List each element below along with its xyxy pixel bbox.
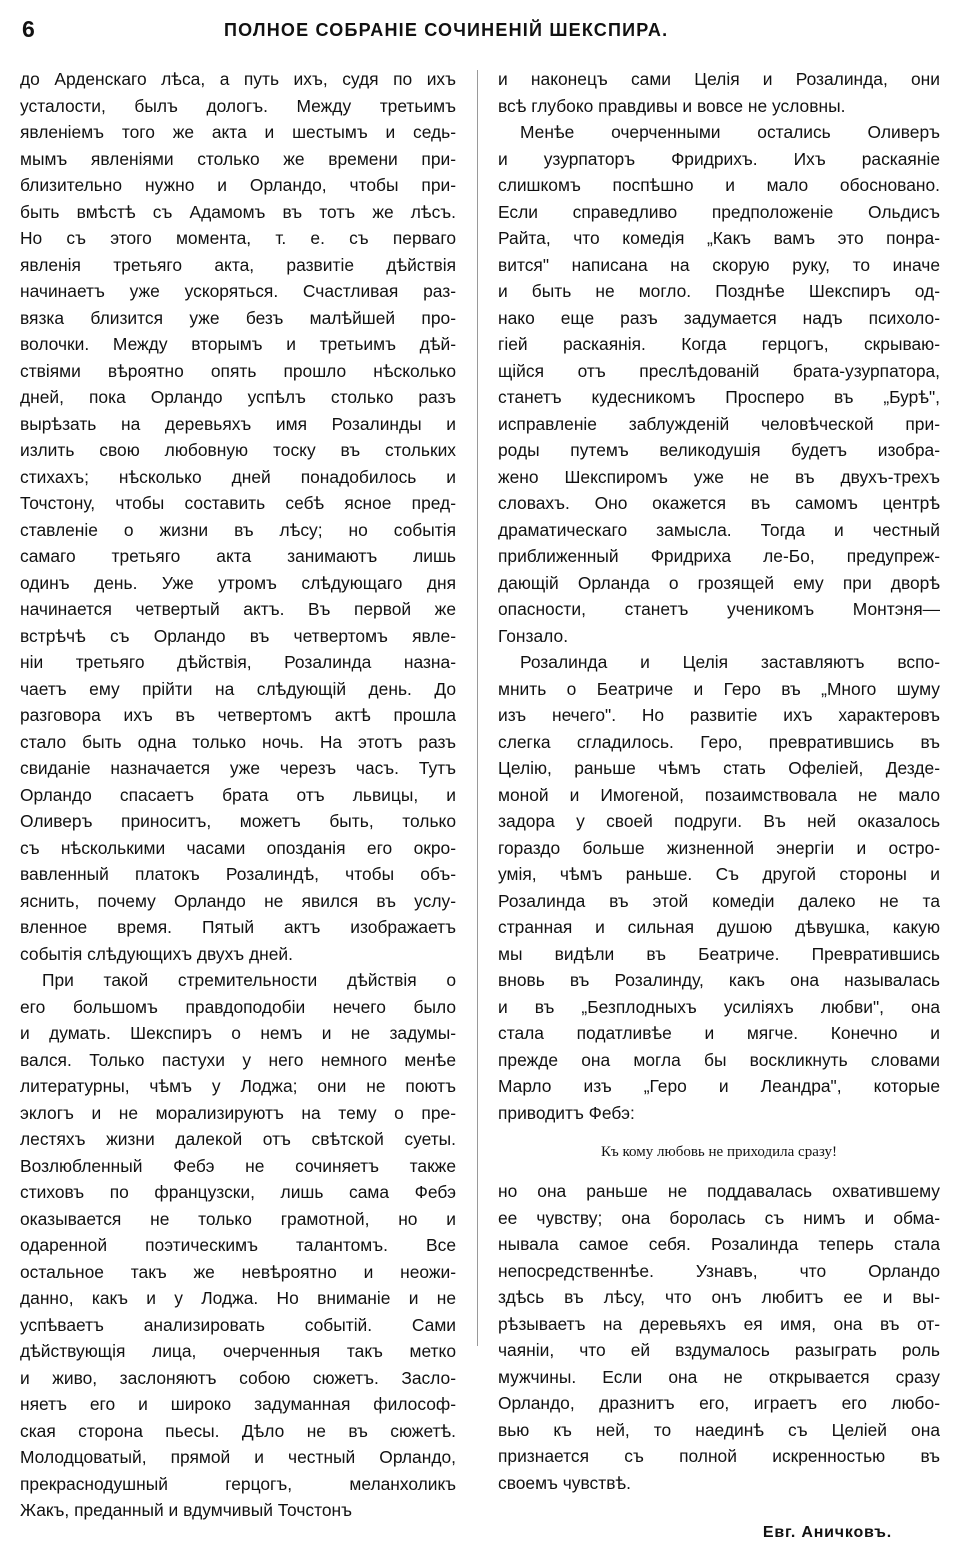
page-header [18,10,938,48]
text-line: непосредственнѣе. Узнавъ, что Орландо [498,1260,940,1281]
text-line: вался. Только пастухи у него немного менѣе [20,1049,456,1070]
text-line: стихахъ; нѣсколько дней понадобилось и [20,466,456,487]
right-column-top-text [498,66,940,1126]
text-line: стало быть одна только ночь. На этотъ разъ [20,731,456,752]
text-line: Точстону, чтобы составить себѣ ясное пред- [20,493,456,513]
text-line: и думать. Шекспиръ о немъ и не задумы- [20,1023,456,1043]
text-line: вью къ ней, то наединѣ съ Целіей она [498,1419,940,1440]
text-line: и живо, заслоняютъ собою сюжетъ. Засло- [20,1367,456,1388]
text-line: Райта, что комедія „Какъ вамъ это понра- [498,228,940,248]
right-text-column [498,66,940,1547]
text-line: прекраснодушный герцогъ, меланхоликъ [20,1473,456,1494]
text-line: литературны, чѣмъ у Лоджа; они не поютъ [20,1076,456,1096]
text-line: самаго третьяго акта занимаютъ лишь [20,546,456,566]
text-line: близительно нужно и Орландо, чтобы при- [20,175,456,195]
text-line: свиданіе назначается уже черезъ часъ. Тутъ [20,758,456,778]
text-line: но она раньше не поддавалась охватившему [498,1181,940,1201]
text-line: роды путемъ великодушія будетъ изобра- [498,440,940,460]
text-line: его большомъ правдоподобіи нечего было [20,996,456,1017]
text-line: Жакъ, преданный и вдумчивый Точстонъ [20,1500,352,1520]
text-line: задора у своей подруги. Въ ней оказалось [498,811,940,831]
text-line: гіей раскаянія. Когда герцогъ, скрываю- [498,334,940,354]
text-line: словахъ. Оно окажется въ самомъ центрѣ [498,493,940,513]
text-line: до Арденскаго лѣса, а путь ихъ, судя по ихъ [20,69,456,89]
text-line: мы видѣли въ Беатриче. Превратившись [498,943,940,964]
text-line: эклогъ и не морализируютъ на тему о пре- [20,1102,456,1123]
text-line: Марло изъ „Геро и Леандра", которые [498,1076,940,1096]
text-line: стиховъ по французски, лишь сама Фебэ [20,1182,456,1202]
text-line: приближенный Фридриха ле-Бо, предупреж- [498,546,940,566]
text-line: Гонзало. [498,625,569,646]
text-line: признается съ полной искренностью въ [498,1446,940,1466]
text-line: здѣсь въ лѣсу, что онъ любитъ ее и вы- [498,1287,940,1307]
text-line: Возлюбленный Фебэ не сочиняетъ также [20,1155,456,1176]
text-line: моной и Имогеной, позаимствовала не мало [498,784,940,805]
text-line: Оливеръ приноситъ, можетъ быть, только [20,811,456,831]
text-line: быть вмѣстѣ съ Адамомъ въ тотъ же лѣсъ. [20,201,456,222]
text-line: дающій Орланда о грозящей ему при дворѣ [498,572,940,593]
text-line: Розалинда и Целія заставляютъ вспо- [520,652,940,672]
text-line: Но съ этого момента, т. е. съ перваго [20,228,456,248]
text-line: начинается четвертый актъ. Въ первой же [20,599,456,619]
text-line: усталости, былъ дологъ. Между третьимъ [20,95,456,116]
text-line: ствіями вѣроятно опять прошло нѣсколько [20,360,456,381]
text-line: нако еще разъ задумается надъ психоло- [498,307,940,328]
text-line: вырѣзать на деревьяхъ имя Розалинды и [20,413,456,434]
text-line: чаетъ ему прійти на слѣдующій день. До [20,678,456,699]
text-line: оказывается не только грамотной, но и [20,1208,456,1229]
page-number: 6 [22,16,35,42]
text-line: нывала самое себя. Розалинда теперь стала [498,1234,940,1254]
text-line: начинаетъ уже ускоряться. Счастливая раз- [20,281,456,301]
text-line: Розалинда въ этой комедіи далеко не та [498,890,940,911]
text-line: ніи третьяго дѣйствія, Розалинда назна- [20,652,456,672]
right-column-bottom-text [498,1178,940,1496]
text-line: странная и сильная душою дѣвушка, какую [498,917,940,937]
text-line: При такой стремительности дѣйствія о [42,970,456,990]
text-line: и узурпаторъ Фридрихъ. Ихъ раскаяніе [498,148,940,169]
text-line: одинъ день. Уже утромъ слѣдующаго дня [20,572,456,593]
text-line: и наконецъ сами Целія и Розалинда, они [498,69,940,89]
text-line: слишкомъ поспѣшно и мало обосновано. [498,175,940,195]
text-line: и быть не могло. Позднѣе Шекспиръ од- [498,281,940,301]
text-line: вязка близится уже безъ малѣйшей про- [20,307,456,328]
text-line: лестяхъ жизни далекой отъ свѣтской суеты. [20,1129,456,1149]
text-line: всѣ глубоко правдивы и вовсе не условны. [498,95,846,116]
text-line: излить свою любовную тоску въ стольких [20,440,456,460]
text-line: Молодцоватый, прямой и честный Орландо, [20,1447,456,1467]
text-line: исправленіе заблужденій человѣческой при- [498,413,940,434]
text-line: явленіемъ того же акта и шестымъ и седь- [20,122,456,142]
text-line: рѣзываетъ на деревьяхъ ея имя, она въ от- [498,1313,940,1334]
text-line: жено Шекспиромъ уже не въ двухъ-трехъ [498,466,940,487]
text-line: изъ нечего". Но развитіе ихъ характеровъ [498,705,940,725]
text-line: щійся отъ преслѣдованій брата-узурпатора, [498,360,940,381]
text-line: съ нѣсколькими часами опозданія его окро- [20,837,456,858]
text-line: Если справедливо предположеніе Ольдисъ [498,201,940,222]
text-line: ская сторона пьесы. Дѣло не въ сюжетѣ. [20,1420,456,1441]
text-line: слегка сгладилось. Геро, превратившись въ [498,731,940,752]
text-line: вновь въ Розалинду, какъ она называлась [498,970,940,990]
text-line: вленное время. Пятый актъ изображаетъ [20,917,456,937]
text-line: мымъ явленіями столько же времени при- [20,148,456,169]
text-line: драматическаго замысла. Тогда и честный [498,519,940,540]
text-line: событія слѣдующихъ двухъ дней. [20,943,293,964]
text-line: Менѣе очерченными остались Оливеръ [520,122,940,142]
text-line: своемъ чувствѣ. [498,1472,631,1493]
running-title: ПОЛНОЕ СОБРАНІЕ СОЧИНЕНІЙ ШЕКСПИРА. [224,20,669,40]
text-line: няетъ его и широко задуманная философ- [20,1394,456,1414]
text-line: гораздо больше жизненной энергіи и остро- [498,837,940,858]
text-line: приводитъ Фебэ: [498,1102,635,1123]
text-line: Орландо спасаетъ брата отъ львицы, и [20,784,456,805]
text-line: волочки. Между вторымъ и третьимъ дѣй- [20,334,456,354]
text-line: остальное такъ же невѣроятно и неожи- [20,1261,456,1282]
text-line: разговора ихъ въ четвертомъ актѣ прошла [20,705,456,725]
text-line: опасности, станетъ ученикомъ Монтэня— [498,599,940,619]
text-line: Орландо, дразнитъ его, играетъ его любо- [498,1393,940,1413]
author-signature: Евг. Аничковъ. [762,1524,892,1541]
text-line: ее чувству; она боролась съ нимъ и обма- [498,1207,940,1228]
text-line: яснить, почему Орландо не явился въ услу- [20,890,456,911]
text-line: ставленіе о жизни въ лѣсу; но событія [20,519,456,540]
text-line: умія, чѣмъ раньше. Съ другой стороны и [498,864,940,884]
text-line: мнить о Беатриче и Геро въ „Много шуму [498,678,940,699]
text-line: данно, какъ и у Лоджа. Но вниманіе и не [20,1288,456,1308]
text-line: и въ „Безплодныхъ усиліяхъ любви", она [498,996,940,1017]
text-line: дѣйствующія лица, очерченныя такъ метко [20,1341,456,1361]
text-line: чаяніи, что ей вздумалось разыграть роль [498,1340,940,1360]
text-line: явленія третьяго акта, развитіе дѣйствія [20,254,456,275]
left-text-column [20,66,456,1524]
text-line: стала податливѣе и мягче. Конечно и [498,1023,940,1043]
text-line: встрѣчѣ съ Орландо въ четвертомъ явле- [20,625,456,646]
text-line: одаренной поэтическимъ талантомъ. Все [20,1235,456,1255]
text-line: дней, пока Орландо успѣлъ столько разъ [20,387,456,407]
text-line: прежде она могла бы воскликнуть словами [498,1049,940,1070]
verse-quote: Къ кому любовь не приходила сразу! [601,1144,837,1160]
text-line: мужчины. Если она не открывается сразу [498,1366,940,1387]
column-divider [477,70,478,1346]
text-line: вится" написана на скорую руку, то иначе [498,254,940,275]
text-line: станетъ кудесникомъ Просперо въ „Бурѣ", [498,387,940,407]
text-line: Целію, раньше чѣмъ стать Офеліей, Дезде- [498,758,940,778]
text-line: вавленный платокъ Розалиндѣ, чтобы объ- [20,864,456,884]
text-line: успѣваетъ анализировать событій. Сами [20,1314,456,1335]
